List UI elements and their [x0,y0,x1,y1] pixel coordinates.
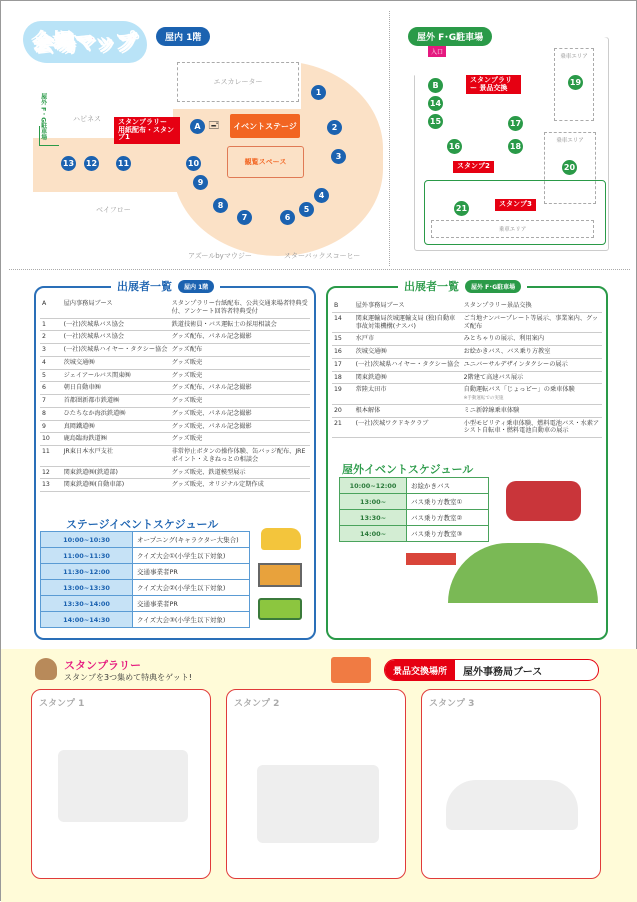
indoor-exhibitors-table [40,298,310,492]
booth-B[interactable]: B [428,78,443,93]
table-row: 14 関東運輸局茨城運輸支局 (独)自動車事故対策機構(ナスバ) ご当地ナンバープレート等展示、事業案内、グッズ配布 [332,312,602,333]
table-row: 18 関東鉄道㈱ 2階建て高速バス展示 [332,371,602,384]
table-row: 11:30~12:00 交通事業者PR [41,564,250,580]
bus-icon [258,598,302,620]
stamp-card-1[interactable]: スタンプ 1 [31,689,211,879]
table-row: 14:00~14:30 クイズ大会③(小学生以下対象) [41,612,250,628]
booth-20[interactable]: 20 [562,160,577,175]
outdoor-badge: 屋外 F･G駐車場 [408,27,492,46]
table-row: 13 関東鉄道㈱(自動車部) グッズ販売、オリジナル定期作成 [40,479,310,492]
table-row: 9 真岡鐵道㈱ グッズ販売、パネル記念撮影 [40,420,310,433]
table-row: 2 (一社)茨城県バス協会 グッズ配布、パネル記念撮影 [40,331,310,344]
train-watermark-icon [257,765,379,843]
booth-15[interactable]: 15 [428,114,443,129]
booth-14[interactable]: 14 [428,96,443,111]
indoor-exhibitors-title: 出展者一覧 [117,280,172,293]
stamp1-tag: スタンプラリー 用紙配布・スタンプ1 [114,117,180,144]
boarding-area-1: 乗車エリア [554,48,594,121]
stage-schedule-table [40,531,250,628]
booth-16[interactable]: 16 [447,139,462,154]
table-row: 13:00~ バス乗り方教室① [340,494,489,510]
table-row: 10 鹿島臨海鉄道㈱ グッズ販売 [40,433,310,446]
booth-13[interactable]: 13 [61,156,76,171]
gift-icon [331,657,371,683]
table-row: 3 (一社)茨城県ハイヤー・タクシー協会 グッズ配布 [40,344,310,357]
table-row: 19 常陸太田市 自動運転バス「じょっピー」の乗車体験 ※手動運転での実施 [332,384,602,405]
shop-bayflow: ベイフロー [96,206,131,214]
prize-location-badge [384,659,599,681]
booth-1[interactable]: 1 [311,85,326,100]
booth-3[interactable]: 3 [331,149,346,164]
viewing-space: 観覧スペース [227,146,304,178]
stamp-rally-title: スタンプラリー [64,659,141,672]
bus-illustration [506,481,581,521]
hill-illustration [448,543,598,603]
taxi-watermark-icon [446,780,578,830]
table-row: 11:00~11:30 クイズ大会①(小学生以下対象) [41,548,250,564]
outdoor-exhibitors-table [332,300,602,438]
stamp-rally-subtitle: スタンプを3つ集めて特典をゲット! [64,673,192,682]
booth-10[interactable]: 10 [186,156,201,171]
booth-18[interactable]: 18 [508,139,523,154]
table-row: 15 水戸市 みとちゃりの展示、利用案内 [332,333,602,346]
table-row: A 屋内事務局ブース スタンプラリー台紙配布、公共交通来場者特典受付、アンケート回答者特典受付 [40,298,310,318]
stamp-card-3[interactable]: スタンプ 3 [421,689,601,879]
event-stage: イベントステージ [230,114,300,138]
table-row: 17 (一社)茨城県ハイヤー・タクシー協会 ユニバーサルデザインタクシーの展示 [332,358,602,371]
stamp3-tag: スタンプ3 [495,199,536,211]
outdoor-schedule-table [339,477,489,542]
booth-11[interactable]: 11 [116,156,131,171]
booth-19[interactable]: 19 [568,75,583,90]
table-row: 5 ジェイアールバス関東㈱ グッズ販売 [40,369,310,382]
escalator-label: エスカレーター [213,78,263,86]
booth-9[interactable]: 9 [193,175,208,190]
bus-watermark-icon [58,750,188,822]
booth-4[interactable]: 4 [314,188,329,203]
outdoor-exhibitors-title: 出展者一覧 [404,280,459,293]
table-row: 10:00~10:30 オープニング(キャラクター大集合) [41,532,250,548]
stamp-icon: 🖃 [208,120,220,131]
booth-5[interactable]: 5 [299,202,314,217]
arrow-up-icon [39,126,59,146]
shop-starbucks: スターバックスコーヒー [284,252,361,260]
boarding-area-2: 乗車エリア [544,132,596,204]
booth-A[interactable]: A [190,119,205,134]
prize-label: 景品交換場所 [385,660,455,680]
booth-21[interactable]: 21 [454,201,469,216]
table-row: 13:00~13:30 クイズ大会②(小学生以下対象) [41,580,250,596]
shop-azul: アズールbyマウジー [188,252,252,260]
table-row: 8 ひたちなか海浜鉄道㈱ グッズ販売、パネル記念撮影 [40,407,310,420]
table-row: 1 (一社)茨城県バス協会 鉄道技術員・バス運転士の採用相談会 [40,318,310,331]
indoor-exhibitors-box [34,280,316,640]
booth-6[interactable]: 6 [280,210,295,225]
table-row: 13:30~14:00 交通事業者PR [41,596,250,612]
train-illustration [406,553,456,565]
outdoor-schedule-title: 屋外イベントスケジュール [342,463,474,476]
indoor-floor-badge: 屋内 1階 [156,27,210,46]
booth-2[interactable]: 2 [327,120,342,135]
table-row: B 屋外事務局ブース スタンプラリー景品交換 [332,300,602,312]
outdoor-exhibitors-box [326,280,608,640]
table-row: 11 JR東日本水戸支社 非常停止ボタンの操作体験、缶バッジ配布、JREポイント・えきねっとの相談会 [40,446,310,467]
taxi-icon [261,528,301,550]
table-row: 4 茨城交通㈱ グッズ販売 [40,356,310,369]
stamp-icon [35,658,57,680]
outdoor-exhibitors-badge: 屋外 F･G駐車場 [465,280,521,293]
escalator-area [177,62,299,102]
train-icon [258,563,302,587]
entrance-label: 入口 [428,46,446,57]
table-row: 16 茨城交通㈱ お絵かきバス、バス乗り方教室 [332,346,602,359]
prize-exchange-tag: スタンプラリー 景品交換 [466,75,521,94]
stamp2-tag: スタンプ2 [453,161,494,173]
table-row: 20 根本解体 ミニ新幹線乗車体験 [332,404,602,417]
table-row: 14:00~ バス乗り方教室③ [340,526,489,542]
table-row: 13:30~ バス乗り方教室② [340,510,489,526]
exit-to-parking-label: 屋外 F・G駐車場 [39,93,47,141]
table-row: 6 朝日自動車㈱ グッズ配布、パネル記念撮影 [40,382,310,395]
stage-schedule-title: ステージイベントスケジュール [66,518,219,531]
booth-7[interactable]: 7 [237,210,252,225]
table-row: 10:00~12:00 お絵かきバス [340,478,489,494]
boarding-area-3: 乗車エリア [431,220,594,238]
booth-12[interactable]: 12 [84,156,99,171]
prize-location: 屋外事務局ブース [463,666,543,678]
map-title: 会場マップ [23,21,147,63]
table-row: 12 関東鉄道㈱(鉄道部) グッズ販売、鉄道模型展示 [40,466,310,479]
table-row: 21 (一社)茨城ワクドキクラブ 小型モビリティ乗車体験、燃料電池バス・水素アシスト自転車・燃料電池自動車の展示 [332,417,602,438]
shop-happiness: ハピネス [73,115,101,123]
stamp-card-2[interactable]: スタンプ 2 [226,689,406,879]
booth-8[interactable]: 8 [213,198,228,213]
booth-17[interactable]: 17 [508,116,523,131]
indoor-exhibitors-badge: 屋内 1階 [178,280,214,293]
table-row: 7 首都圏新都市鉄道㈱ グッズ販売 [40,395,310,408]
corridor-floor [33,138,183,192]
